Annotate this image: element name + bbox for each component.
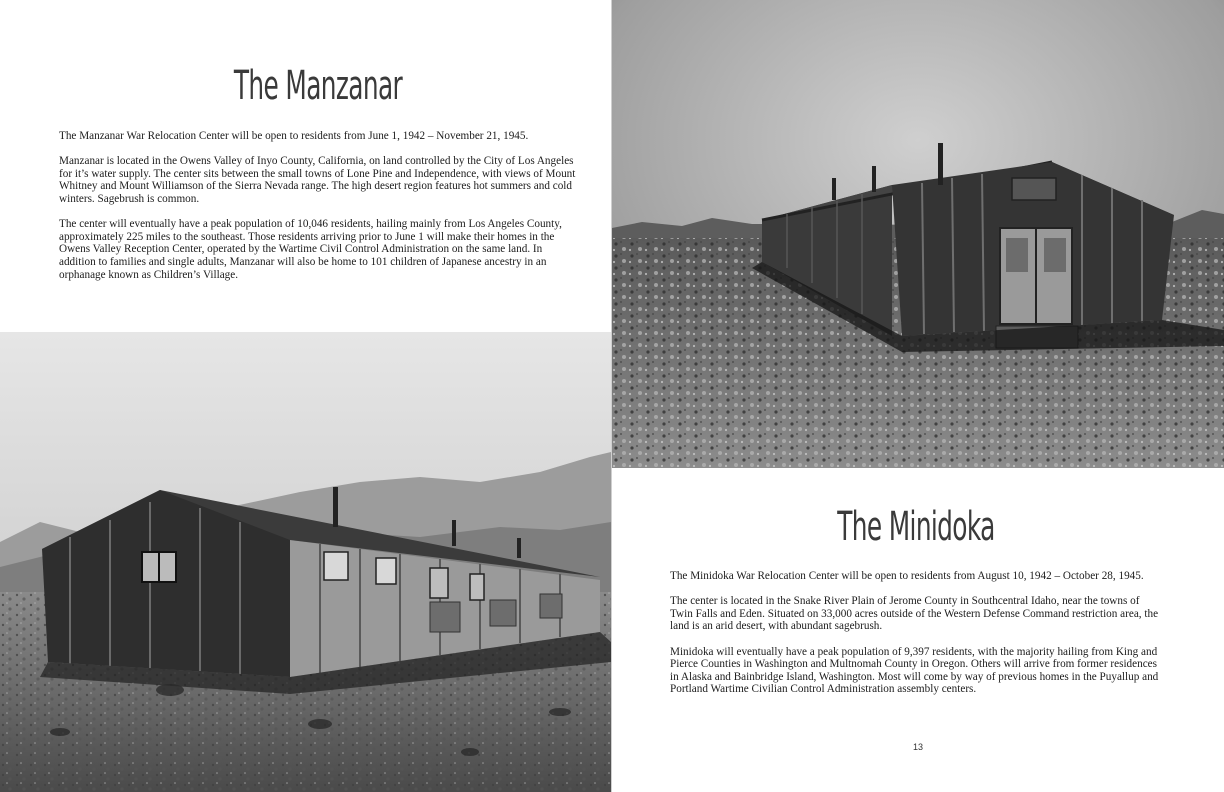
- manzanar-paragraph-3: The center will eventually have a peak population of 10,046 residents, hailing mainly from Los Angeles County, approximately 225 miles to the southeast. Those residents arriving prior to June 1 will make their homes in the Owens Valley Reception Center, operated by the Wartime Civil Control Administration on the same land. In addition to families and single adults, Manzanar will also be home to 101 children of Japanese ancestry in an orphanage known as Children’s Village.: [59, 218, 562, 281]
- page-number: 13: [913, 742, 924, 752]
- minidoka-paragraph-2: The center is located in the Snake River Plain of Jerome County in Southcentral Idaho, near the towns of Twin Falls and Eden. Situated on 33,000 acres outside of the Western Defense Command restriction area, the land is an arid desert, with abundant sagebrush.: [670, 595, 1159, 633]
- manzanar-barracks-photo: [0, 332, 611, 792]
- minidoka-body: [670, 570, 1164, 709]
- minidoka-title: The Minidoka: [837, 504, 995, 550]
- manzanar-body: [59, 130, 577, 294]
- minidoka-barracks-photo: [612, 0, 1224, 468]
- manzanar-title: The Manzanar: [233, 63, 403, 109]
- manzanar-paragraph-1: The Manzanar War Relocation Center will be open to residents from June 1, 1942 – November 21, 1945.: [59, 130, 529, 142]
- manzanar-paragraph-2: Manzanar is located in the Owens Valley of Inyo County, California, on land controlled by the City of Los Angeles for it’s water supply. The center sits between the small towns of Lone Pine and Independence, with views of Mount Whitney and Mount Williamson of the Sierra Nevada range. The high desert region features hot summers and cold winters. Sagebrush is common.: [59, 155, 576, 205]
- minidoka-paragraph-3: Minidoka will eventually have a peak population of 9,397 residents, with the majority hailing from King and Pierce Counties in Washington and Multnomah County in Oregon. Others will arrive from former residences in Alaska and Bainbridge Island, Washington. Most will come by way of previous homes in the Puyallup and Portland Wartime Civilian Control Administration assembly centers.: [670, 645, 1159, 696]
- manzanar-section-header: [59, 63, 577, 111]
- minidoka-section-header: [669, 504, 1163, 552]
- minidoka-paragraph-1: The Minidoka War Relocation Center will be open to residents from August 10, 1942 – October 28, 1945.: [670, 570, 1144, 582]
- page-gutter: [611, 0, 612, 792]
